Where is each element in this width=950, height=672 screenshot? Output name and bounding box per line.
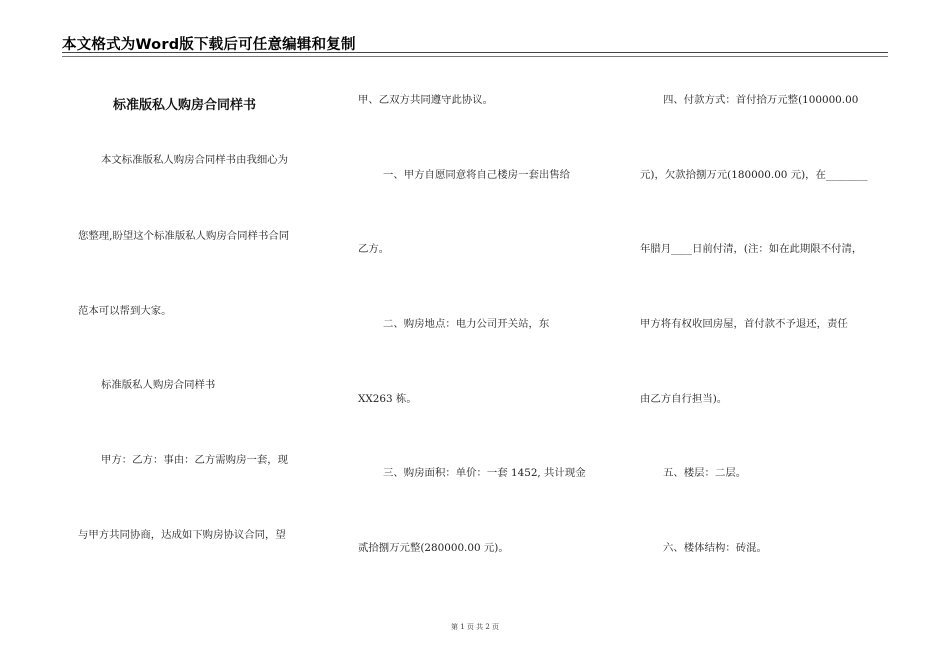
paragraph-line: 您整理,盼望这个标准版私人购房合同样书合同 — [78, 230, 290, 242]
paragraph-line: 三、购房面积：单价：一套 1452, 共计现金 — [383, 467, 586, 479]
paragraph-line: 一、甲方自愿同意将自己楼房一套出售给 — [383, 169, 571, 181]
document-title: 标准版私人购房合同样书 — [113, 98, 257, 113]
document-banner: 本文格式为Word版下载后可任意编辑和复制 — [62, 37, 356, 53]
paragraph-line: 甲、乙双方共同遵守此协议。 — [358, 94, 494, 106]
paragraph-line: XX263 栋。 — [358, 393, 417, 405]
paragraph-line: 标准版私人购房合同样书 — [101, 379, 216, 391]
paragraph-line: 乙方。 — [358, 243, 390, 255]
paragraph-line: 四、付款方式：首付拾万元整(100000.00 — [663, 94, 859, 106]
paragraph-line: 与甲方共同协商，达成如下购房协议合同，望 — [78, 529, 286, 541]
paragraph-line: 五、楼层：二层。 — [663, 467, 747, 479]
paragraph-line: 由乙方自行担当)。 — [640, 393, 728, 405]
page-indicator: 第 1 页 共 2 页 — [450, 623, 500, 631]
paragraph-line: 元)，欠款拾捌万元(180000.00 元)，在________ — [640, 169, 868, 181]
header-rule-thin — [62, 56, 888, 57]
paragraph-line: 甲方：乙方：事由：乙方需购房一套，现 — [101, 454, 289, 466]
paragraph-line: 甲方将有权收回房屋，首付款不予退还，责任 — [640, 318, 848, 330]
paragraph-line: 二、购房地点：电力公司开关站，东 — [383, 318, 550, 330]
paragraph-line: 六、楼体结构：砖混。 — [663, 542, 767, 554]
header-rule-thick — [62, 52, 888, 53]
paragraph-line: 年腊月____日前付清，(注：如在此期限不付清， — [640, 243, 863, 255]
paragraph-line: 贰拾捌万元整(280000.00 元)。 — [358, 542, 509, 554]
paragraph-line: 范本可以帮到大家。 — [78, 305, 172, 317]
paragraph-line: 本文标准版私人购房合同样书由我细心为 — [101, 154, 289, 166]
